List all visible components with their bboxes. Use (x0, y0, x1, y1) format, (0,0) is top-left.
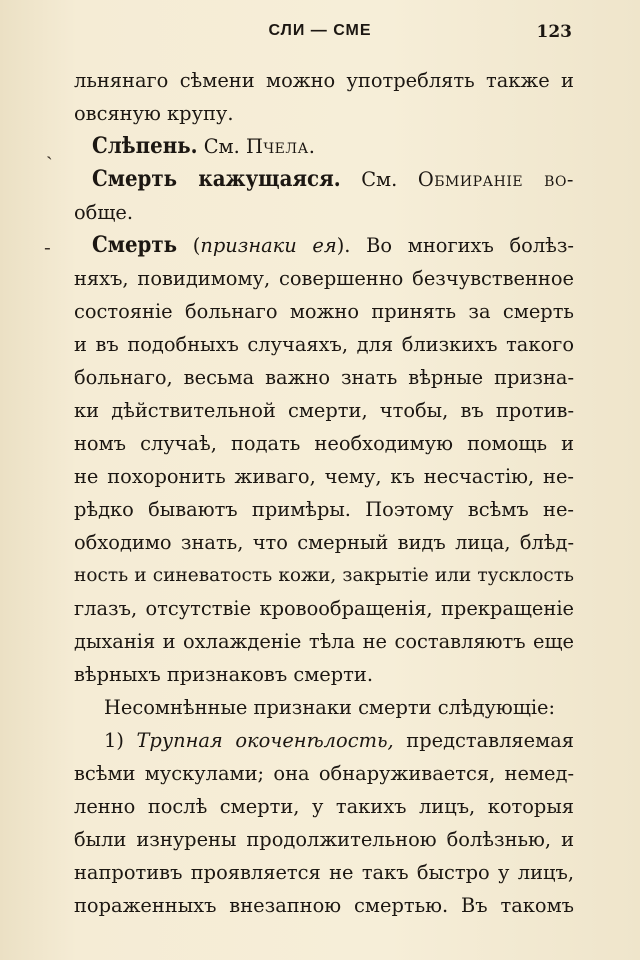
text-line: няхъ, повидимому, совершенно безчувственное (74, 267, 574, 290)
text-line: пораженныхъ внезапною смертью. Въ такомъ (74, 894, 574, 917)
entry-headword: Слѣпень. (92, 133, 198, 159)
text-line: больнаго, весьма важно знать вѣрные призна- (74, 366, 574, 389)
text-line: рѣдко бываютъ примѣры. Поэтому всѣмъ не- (74, 498, 574, 521)
text-line: номъ случаѣ, подать необходимую помощь и (74, 432, 574, 455)
text-line: Несомнѣнные признаки смерти слѣдующіе: (104, 696, 556, 719)
list-item-1: 1) Трупная окоченѣлость, представляемая (104, 729, 574, 752)
entry-headword: Смерть (92, 232, 178, 258)
text-line: обще. (74, 201, 134, 224)
text-line: ленно послѣ смерти, у такихъ лицъ, которыя (74, 795, 574, 818)
text-line: были изнурены продолжительною болѣзнью, и (74, 828, 574, 851)
text-line: всѣми мускулами; она обнаруживается, немед- (74, 762, 574, 785)
page-header (0, 22, 640, 44)
text-line: овсяную крупу. (74, 102, 234, 125)
text-line: состояніе больнаго можно принять за смерть (74, 300, 574, 323)
entry-smert: Смерть (признаки ея). Во многихъ болѣз- (92, 232, 574, 258)
text-line: напротивъ проявляется не такъ быстро у лицъ, (74, 861, 574, 884)
text-line: и въ подобныхъ случаяхъ, для близкихъ такого (74, 333, 574, 356)
page-number: 123 (536, 22, 572, 42)
entry-smert-kazhushchayasya: Смерть кажущаяся. См. Обмираніе во- (92, 166, 574, 192)
body-text (74, 64, 574, 922)
margin-mark: ˎ (46, 136, 53, 160)
text-line: обходимо знать, что смерный видъ лица, блѣд- (74, 531, 574, 554)
running-head: СЛИ — СМЕ (268, 22, 372, 39)
text-line: вѣрныхъ признаковъ смерти. (74, 663, 373, 686)
text-line: дыханія и охлажденіе тѣла не составляютъ еще (74, 630, 574, 653)
text-line: ность и синеватость кожи, закрытіе или тусклость (74, 565, 574, 586)
text-line: ки дѣйствительной смерти, чтобы, въ против- (74, 399, 574, 422)
text-line: льнянаго сѣмени можно употреблять также и (74, 69, 574, 92)
entry-headword: Смерть кажущаяся. (92, 166, 341, 192)
entry-sleпen: Слѣпень. См. Пчела. (92, 133, 316, 159)
text-line: не похоронить живаго, чему, къ несчастію, не- (74, 465, 574, 488)
text-line: глазъ, отсутствіе кровообращенія, прекращеніе (74, 597, 574, 620)
margin-mark: - (44, 235, 51, 259)
